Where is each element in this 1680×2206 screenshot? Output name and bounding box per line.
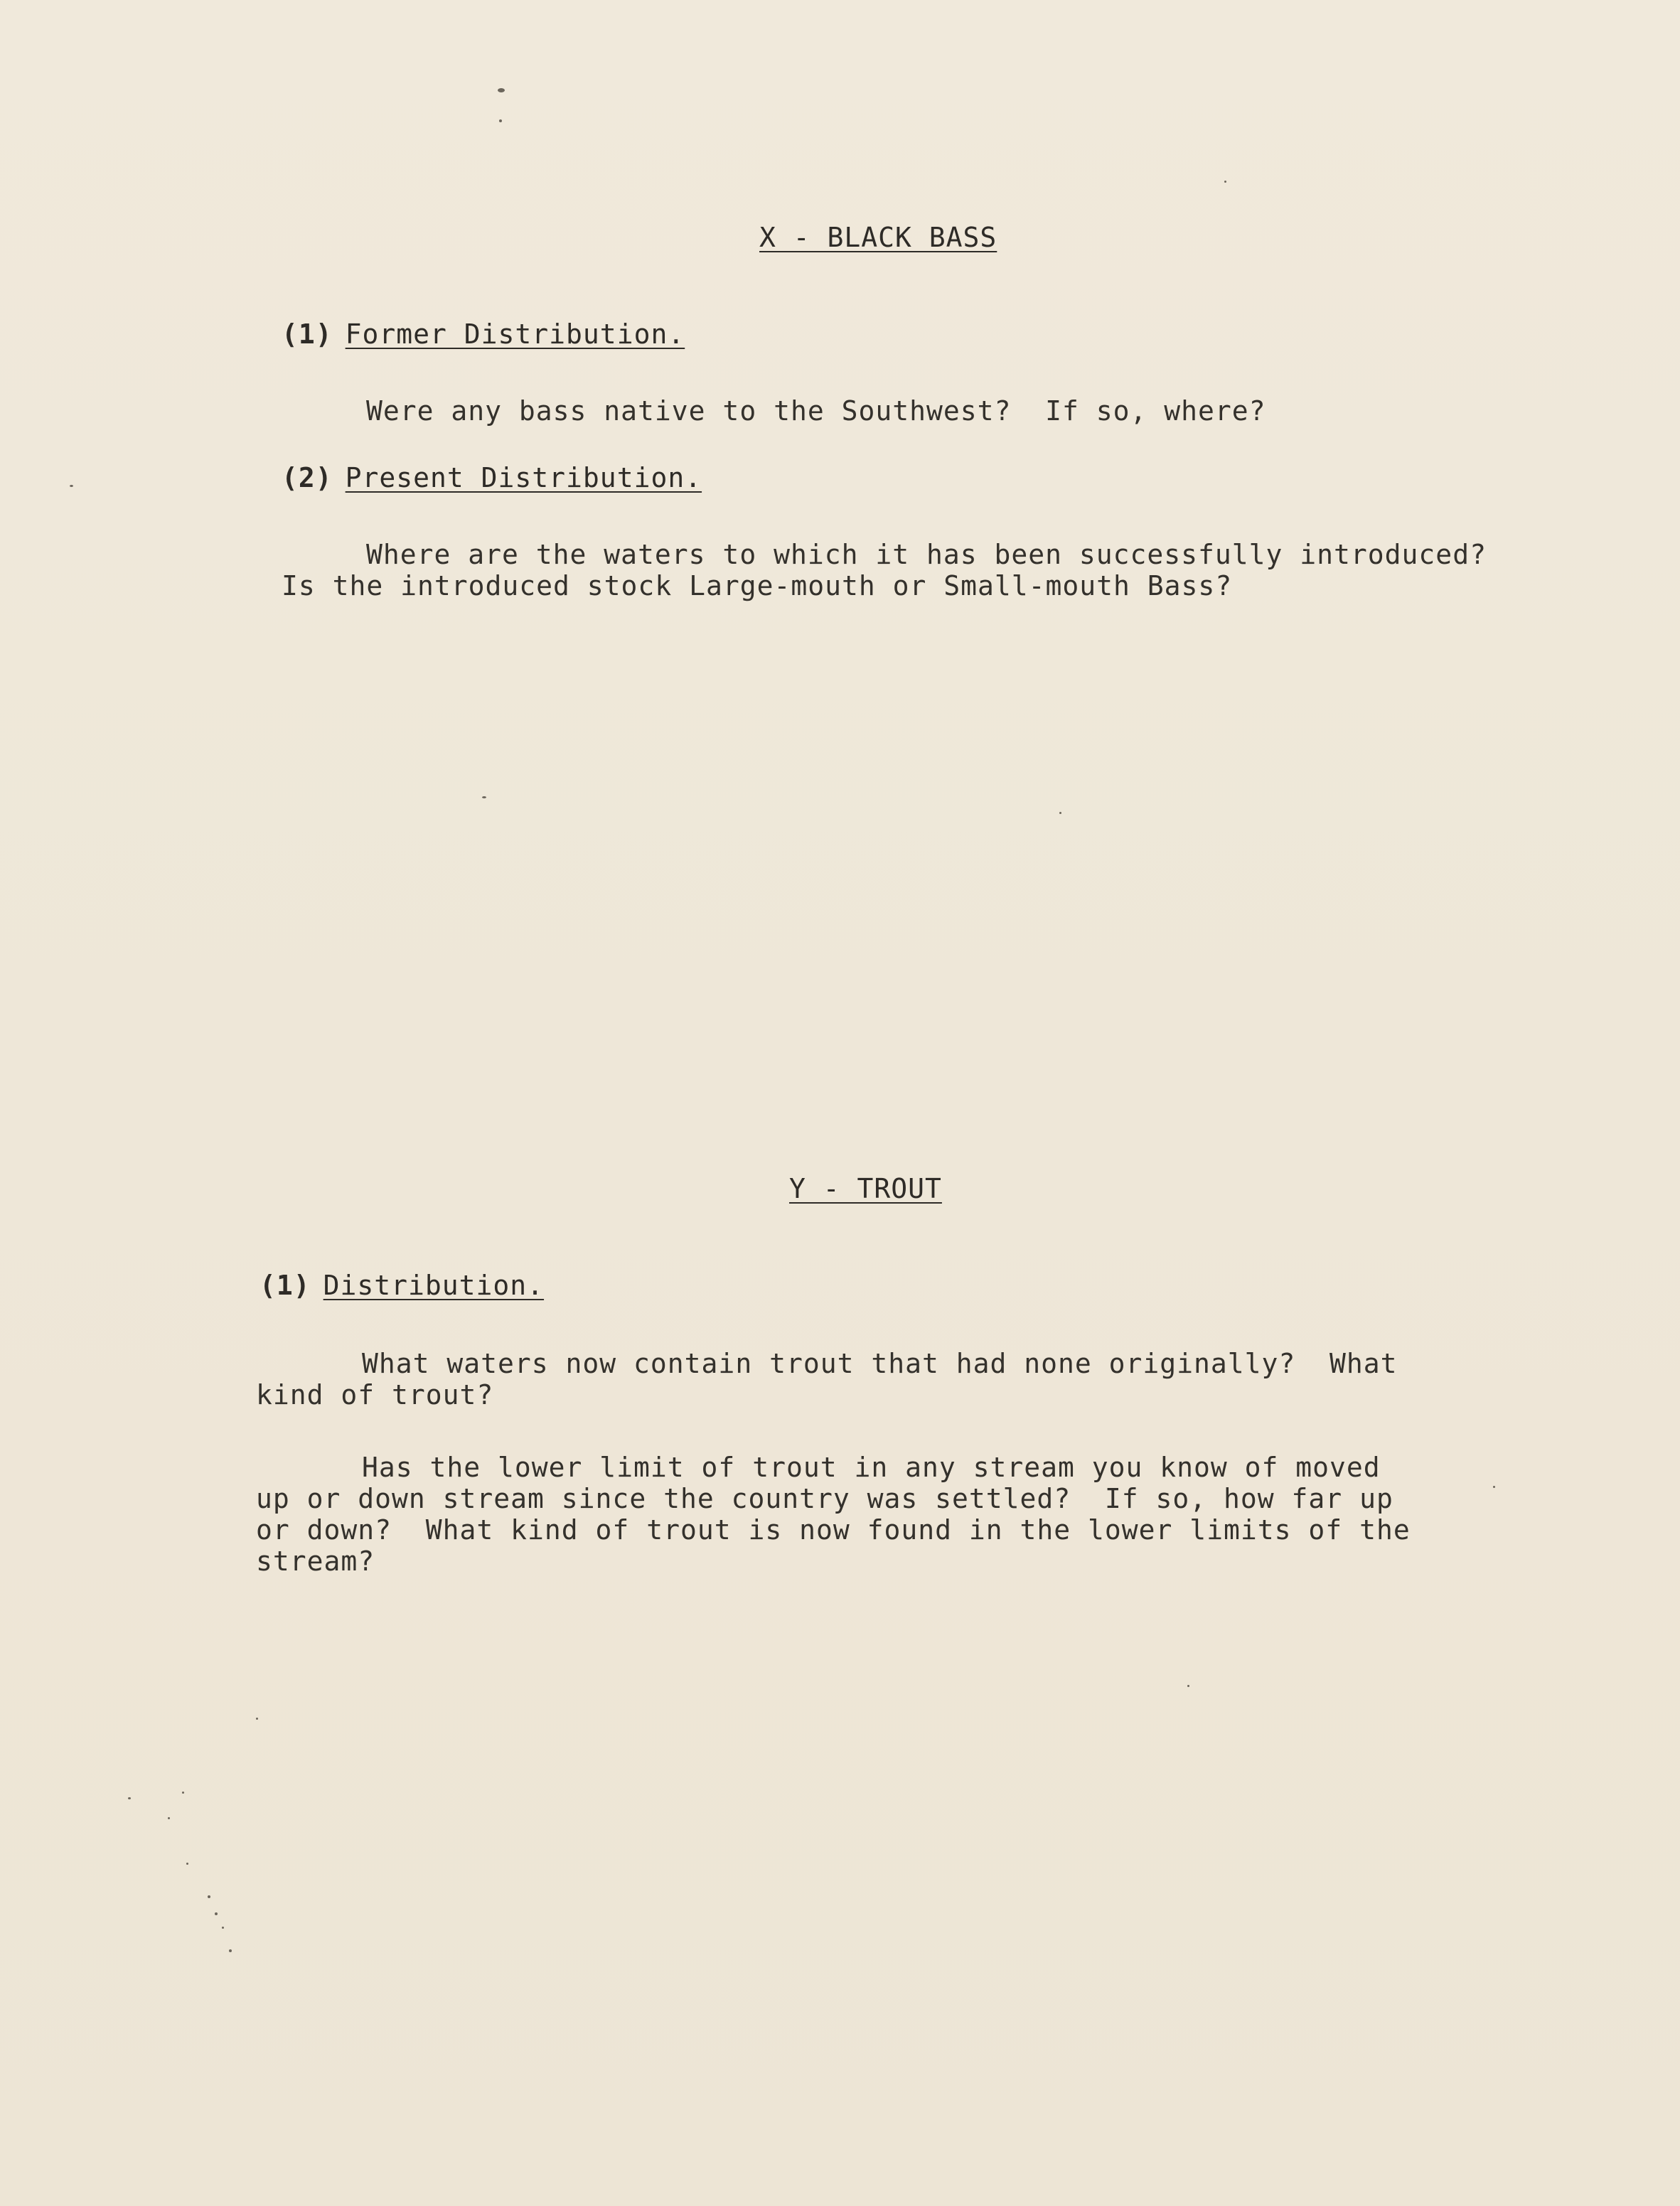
section-title-black-bass: X - BLACK BASS <box>759 222 997 253</box>
item-number: (1) <box>260 1270 311 1301</box>
paper-speck <box>499 119 502 122</box>
paper-speck <box>229 1949 232 1952</box>
paragraph-line: Has the lower limit of trout in any stream you know of moved <box>362 1452 1381 1483</box>
paper-speck <box>168 1817 170 1819</box>
heading-distribution <box>260 1270 544 1301</box>
paragraph-line: or down? What kind of trout is now found in the lower limits of the <box>256 1514 1411 1546</box>
paragraph-line: Is the introduced stock Large-mouth or Small-mouth Bass? <box>282 570 1233 601</box>
paper-speck <box>1187 1685 1189 1687</box>
paper-speck <box>215 1912 218 1915</box>
paragraph-trout-waters <box>256 1348 1398 1410</box>
paper-speck <box>256 1718 258 1720</box>
paragraph-line: up or down stream since the country was settled? If so, how far up <box>256 1483 1393 1514</box>
paper-speck <box>208 1895 210 1898</box>
paragraph-present-distribution <box>282 539 1487 601</box>
item-number: (1) <box>282 318 333 350</box>
paper-speck <box>186 1863 188 1865</box>
paragraph-former-distribution <box>366 395 1266 427</box>
paper-speck <box>128 1797 131 1799</box>
paragraph-line: Were any bass native to the Southwest? If so, where? <box>366 395 1266 427</box>
item-number: (2) <box>282 462 333 493</box>
heading-present-distribution <box>282 462 702 493</box>
section-title-trout: Y - TROUT <box>789 1173 942 1204</box>
paper-speck <box>70 485 73 487</box>
heading-label: Former Distribution. <box>345 318 685 350</box>
paper-speck <box>1224 181 1226 183</box>
paper-speck <box>1493 1486 1495 1488</box>
paragraph-line: kind of trout? <box>256 1379 494 1410</box>
heading-label: Present Distribution. <box>345 462 702 493</box>
paper-speck <box>498 88 505 92</box>
paper-speck <box>482 796 486 798</box>
heading-label: Distribution. <box>323 1270 545 1301</box>
paragraph-line: Where are the waters to which it has been successfully introduced? <box>366 539 1487 570</box>
paper-speck <box>1059 812 1061 814</box>
paragraph-trout-lower-limit <box>256 1452 1411 1577</box>
paper-speck <box>222 1927 224 1929</box>
paragraph-line: What waters now contain trout that had none originally? What <box>362 1348 1398 1379</box>
paper-speck <box>182 1792 184 1794</box>
heading-former-distribution <box>282 318 685 350</box>
paragraph-line: stream? <box>256 1546 375 1577</box>
